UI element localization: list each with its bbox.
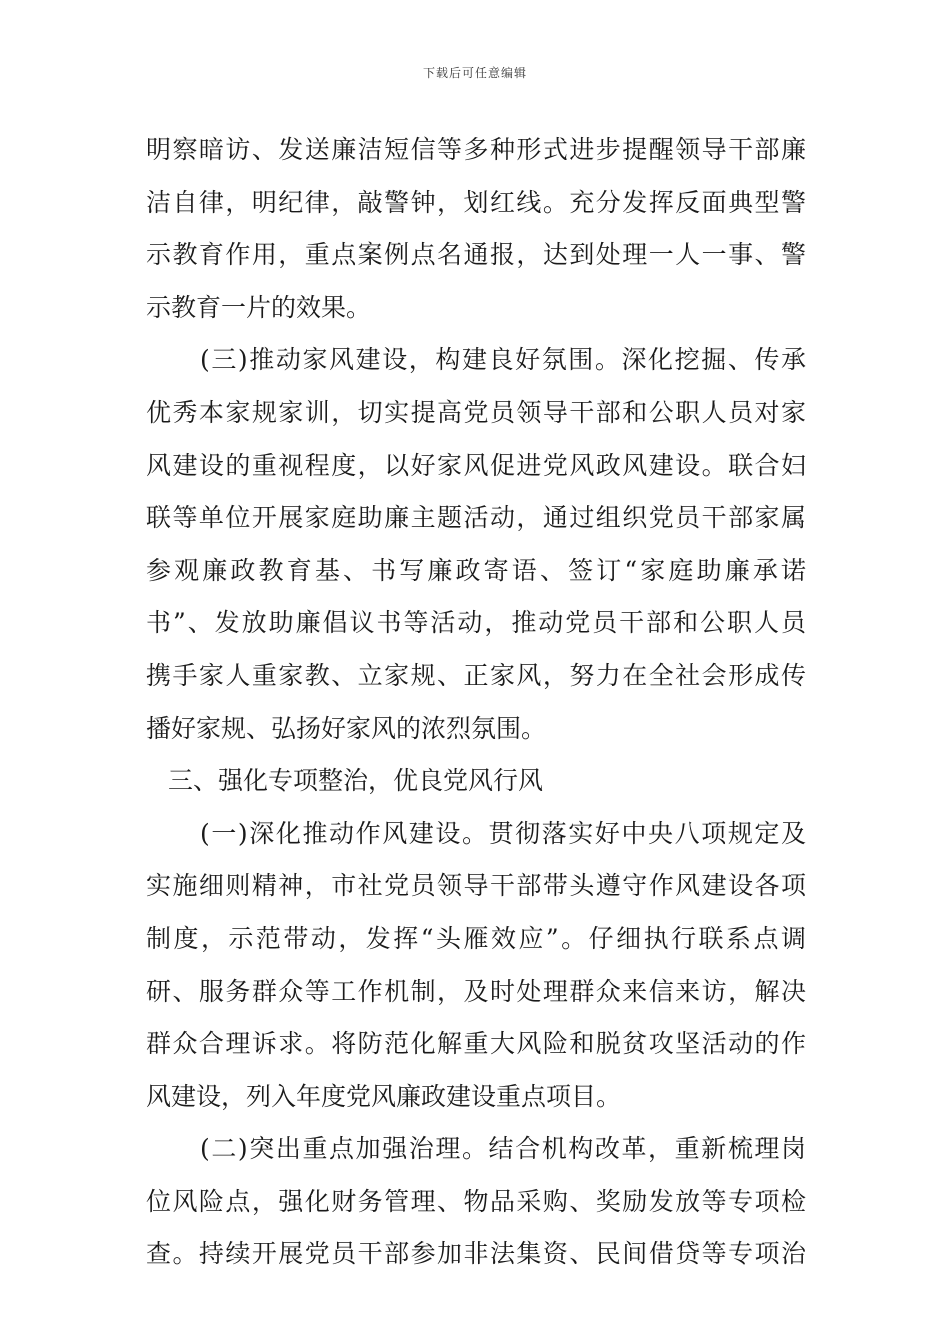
text-line: 参观廉政教育基、书写廉政寄语、签订“家庭助廉承诺: [146, 555, 806, 585]
text-line: 制度，示范带动，发挥“头雁效应”。仔细执行联系点调: [146, 923, 806, 953]
text-line: 研、服务群众等工作机制，及时处理群众来信来访，解决: [146, 976, 806, 1006]
text-line: 书”、发放助廉倡议书等活动，推动党员干部和公职人员: [146, 608, 806, 638]
paragraph-start-line: (二)突出重点加强治理。结合机构改革，重新梳理岗: [200, 1134, 806, 1164]
section-heading: 三、强化专项整治，优良党风行风: [168, 766, 544, 796]
text-line: 风建设的重视程度，以好家风促进党风政风建设。联合妇: [146, 450, 806, 480]
text-line: 明察暗访、发送廉洁短信等多种形式进步提醒领导干部廉: [146, 135, 806, 164]
text-line: 洁自律，明纪律，敲警钟，划红线。充分发挥反面典型警: [146, 187, 806, 217]
document-body: [146, 124, 806, 1281]
text-line: 实施细则精神，市社党员领导干部带头遵守作风建设各项: [146, 871, 806, 901]
paragraph-end-line: 风建设，列入年度党风廉政建设重点项目。: [146, 1081, 622, 1111]
page-header: 下载后可任意编辑: [422, 66, 527, 80]
text-line: 优秀本家规家训，切实提高党员领导干部和公职人员对家: [146, 397, 806, 427]
text-line: 示教育作用，重点案例点名通报，达到处理一人一事、警: [146, 240, 806, 270]
text-line: 查。持续开展党员干部参加非法集资、民间借贷等专项治: [146, 1239, 806, 1269]
text-line: 携手家人重家教、立家规、正家风，努力在全社会形成传: [146, 660, 806, 690]
text-line: 群众合理诉求。将防范化解重大风险和脱贫攻坚活动的作: [146, 1029, 806, 1059]
paragraph-end-line: 示教育一片的效果。: [146, 292, 372, 322]
text-line: 联等单位开展家庭助廉主题活动，通过组织党员干部家属: [146, 503, 806, 533]
paragraph-start-line: (一)深化推动作风建设。贯彻落实好中央八项规定及: [200, 818, 806, 848]
paragraph-start-line: (三)推动家风建设，构建良好氛围。深化挖掘、传承: [200, 345, 806, 375]
text-line: 位风险点，强化财务管理、物品采购、奖励发放等专项检: [146, 1186, 806, 1216]
paragraph-end-line: 播好家规、弘扬好家风的浓烈氛围。: [146, 713, 547, 743]
